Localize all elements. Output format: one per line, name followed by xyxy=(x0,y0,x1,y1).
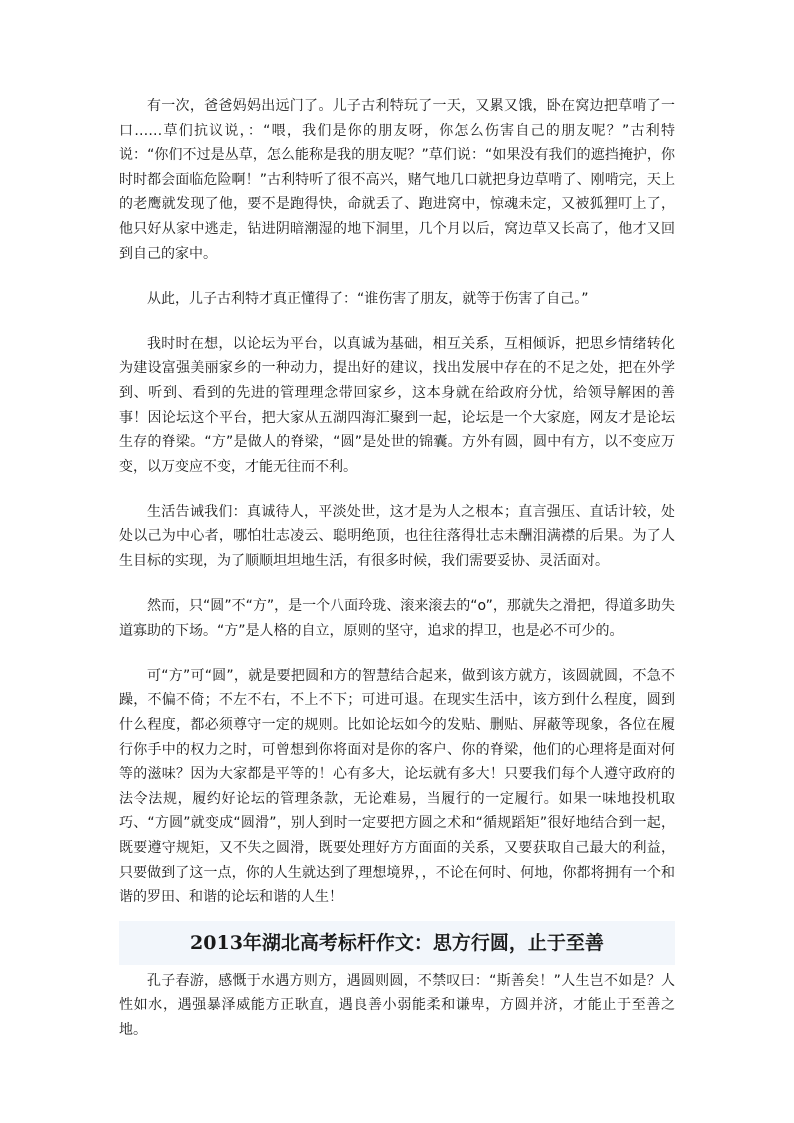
paragraph-confucius: 孔子春游，感慨于水遇方则方，遇圆则圆，不禁叹曰：“斯善矣！”人生岂不如是？人性如水，遇强暴泽威能方正耿直，遇良善小弱能柔和谦卑，方圆并济，才能止于至善之地。 xyxy=(119,972,675,1038)
paragraph-forum-platform: 我时时在想，以论坛为平台，以真诚为基础，相互关系，互相倾诉，把思乡情绪转化为建设富强美丽家乡的一种动力，提出好的建议，找出发展中存在的不足之处，把在外学到、听到、看到的先进的管理理念带回家乡，这本身就在给政府分忧，给领导解困的善事！因论坛这个平台，把大家从五湖四海汇聚到一起，论坛是一个大家庭，网友才是论坛生存的脊梁。“方”是做人的脊梁，“圆”是处世的锦囊。方外有圆，圆中有方，以不变应万变，以万变应不变，才能无往而不利。 xyxy=(119,335,675,475)
paragraph-lesson: 从此，儿子古利特才真正懂得了：“谁伤害了朋友，就等于伤害了自己。” xyxy=(147,290,589,307)
section-heading: 2013年湖北高考标杆作文：思方行圆，止于至善 xyxy=(119,921,675,965)
paragraph-square-and-round: 可“方”可“圆”，就是要把圆和方的智慧结合起来，做到该方就方，该圆就圆，不急不躁，不偏不倚；不左不右，不上不下；可进可退。在现实生活中，该方到什么程度，圆到什么程度，都必须尊守一定的规则。比如论坛如今的发贴、删贴、屏蔽等现象，各位在履行你手中的权力之时，可曾想到你将面对是你的客户、你的脊梁，他们的心理将是面对何等的滋味？因为大家都是平等的！心有多大，论坛就有多大！只要我们每个人遵守政府的法令法规，履约好论坛的管理条款，无论难易，当履行的一定履行。如果一味地投机取巧、“方圆”就变成“圆滑”，别人到时一定要把方圆之术和“循规蹈矩”很好地结合到一起，既要遵守规矩，又不失之圆滑，既要处理好方方面面的关系，又要获取自己最大的利益，只要做到了这一点，你的人生就达到了理想境界，，不论在何时、何地，你都将拥有一个和谐的罗田、和谐的论坛和谐的人生！ xyxy=(119,667,675,906)
paragraph-story: 有一次，爸爸妈妈出远门了。儿子古利特玩了一天，又累又饿，卧在窝边把草啃了一口……草们抗议说，：“喂，我们是你的朋友呀，你怎么伤害自己的朋友呢？”古利特说：“你们不过是丛草，怎么能称是我的朋友呢？”草们说：“如果没有我们的遮挡掩护，你时时都会面临危险啊！”古利特听了很不高兴，赌气地几口就把身边草啃了、刚啃完，天上的老鹰就发现了他，要不是跑得快，命就丢了、跑进窝中，惊魂未定，又被狐狸叮上了，他只好从家中逃走，钻进阴暗潮湿的地下洞里，几个月以后，窝边草又长高了，他才又回到自己的家中。 xyxy=(119,98,675,262)
paragraph-round-not-square: 然而，只“圆”不“方”，是一个八面玲珑、滚来滚去的“o”，那就失之滑把，得道多助失道寡助的下场。“方”是人格的自立，原则的坚守，追求的捍卫，也是必不可少的。 xyxy=(119,598,675,639)
paragraph-life-advice: 生活告诫我们：真诚待人，平淡处世，这才是为人之根本；直言强压、直话计较，处处以己为中心者，哪怕壮志凌云、聪明绝顶，也往往落得壮志未酬泪满襟的后果。为了人生目标的实现，为了顺顺坦坦地生活，有很多时候，我们需要妥协、灵活面对。 xyxy=(119,503,675,569)
